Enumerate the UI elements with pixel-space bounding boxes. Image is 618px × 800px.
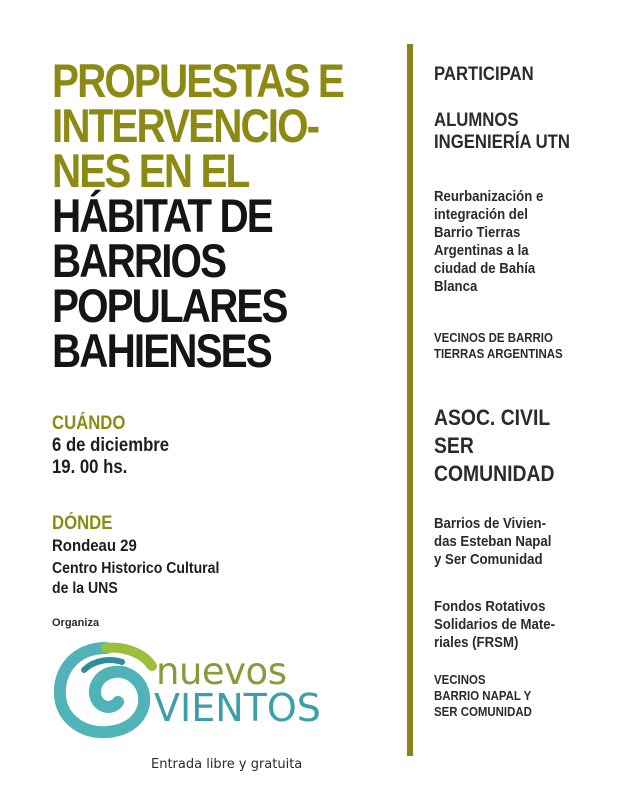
when-label: CUÁNDO — [52, 413, 126, 434]
project-line: riales (FRSM) — [434, 634, 519, 651]
project-line: Barrio Tierras — [434, 224, 521, 241]
logo-word-nuevos: nuevos — [156, 650, 287, 693]
event-time: 19. 00 hs. — [52, 457, 128, 478]
project-description — [434, 188, 558, 296]
neighbors-line: BARRIO NAPAL Y — [434, 688, 532, 703]
free-entry-note: Entrada libre y gratuita — [151, 757, 303, 772]
neighbors-line: VECINOS DE BARRIO — [434, 330, 553, 345]
when-section — [52, 413, 185, 479]
vertical-divider — [407, 44, 413, 756]
title-line: POPULARES — [52, 279, 287, 332]
title-line: BAHIENSES — [52, 324, 271, 377]
title-line: NES EN EL — [52, 144, 249, 197]
title-line: INTERVENCIO- — [52, 99, 319, 152]
participants-heading: PARTICIPAN — [434, 64, 534, 85]
participant-group-utn — [434, 110, 588, 154]
project-description — [434, 515, 567, 569]
event-address: Rondeau 29 — [52, 536, 137, 555]
title-line: PROPUESTAS E — [52, 54, 343, 107]
group-line: INGENIERÍA UTN — [434, 132, 570, 153]
project-line: Reurbanización e — [434, 188, 544, 205]
logo-word-vientos: VIENTOS — [154, 686, 321, 730]
project-line: Solidarios de Mate- — [434, 616, 556, 633]
neighbors-line: SER COMUNIDAD — [434, 704, 532, 719]
neighbors-line: VECINOS — [434, 672, 486, 687]
group-line: COMUNIDAD — [434, 461, 555, 486]
title-line: HÁBITAT DE — [52, 189, 272, 242]
group-line: SER — [434, 433, 474, 458]
where-label: DÓNDE — [52, 513, 113, 534]
venue-line: de la UNS — [52, 580, 118, 597]
poster-title-block — [52, 54, 392, 377]
poster-title — [52, 54, 396, 377]
where-section — [52, 513, 242, 599]
neighbors-line: TIERRAS ARGENTINAS — [434, 346, 563, 361]
project-line: das Esteban Napal — [434, 533, 552, 550]
venue-line: Centro Historico Cultural — [52, 560, 220, 577]
project-line: Argentinas a la — [434, 242, 529, 259]
project-line: Fondos Rotativos — [434, 598, 546, 615]
event-date: 6 de diciembre — [52, 435, 170, 456]
group-line: ALUMNOS — [434, 110, 519, 131]
project-line: Blanca — [434, 278, 478, 295]
project-description — [434, 598, 572, 652]
project-line: y Ser Comunidad — [434, 551, 543, 568]
project-line: ciudad de Bahía — [434, 260, 536, 277]
participant-group-ser-comunidad — [434, 404, 571, 488]
swirl-logo-icon — [54, 640, 164, 740]
organizer-label: Organiza — [52, 617, 100, 629]
project-line: Barrios de Vivien- — [434, 515, 547, 532]
neighbors-group — [434, 330, 580, 362]
title-line: BARRIOS — [52, 234, 226, 287]
group-line: ASOC. CIVIL — [434, 405, 551, 430]
project-line: integración del — [434, 206, 528, 223]
nuevos-vientos-logo — [54, 640, 374, 740]
neighbors-group — [434, 672, 545, 720]
